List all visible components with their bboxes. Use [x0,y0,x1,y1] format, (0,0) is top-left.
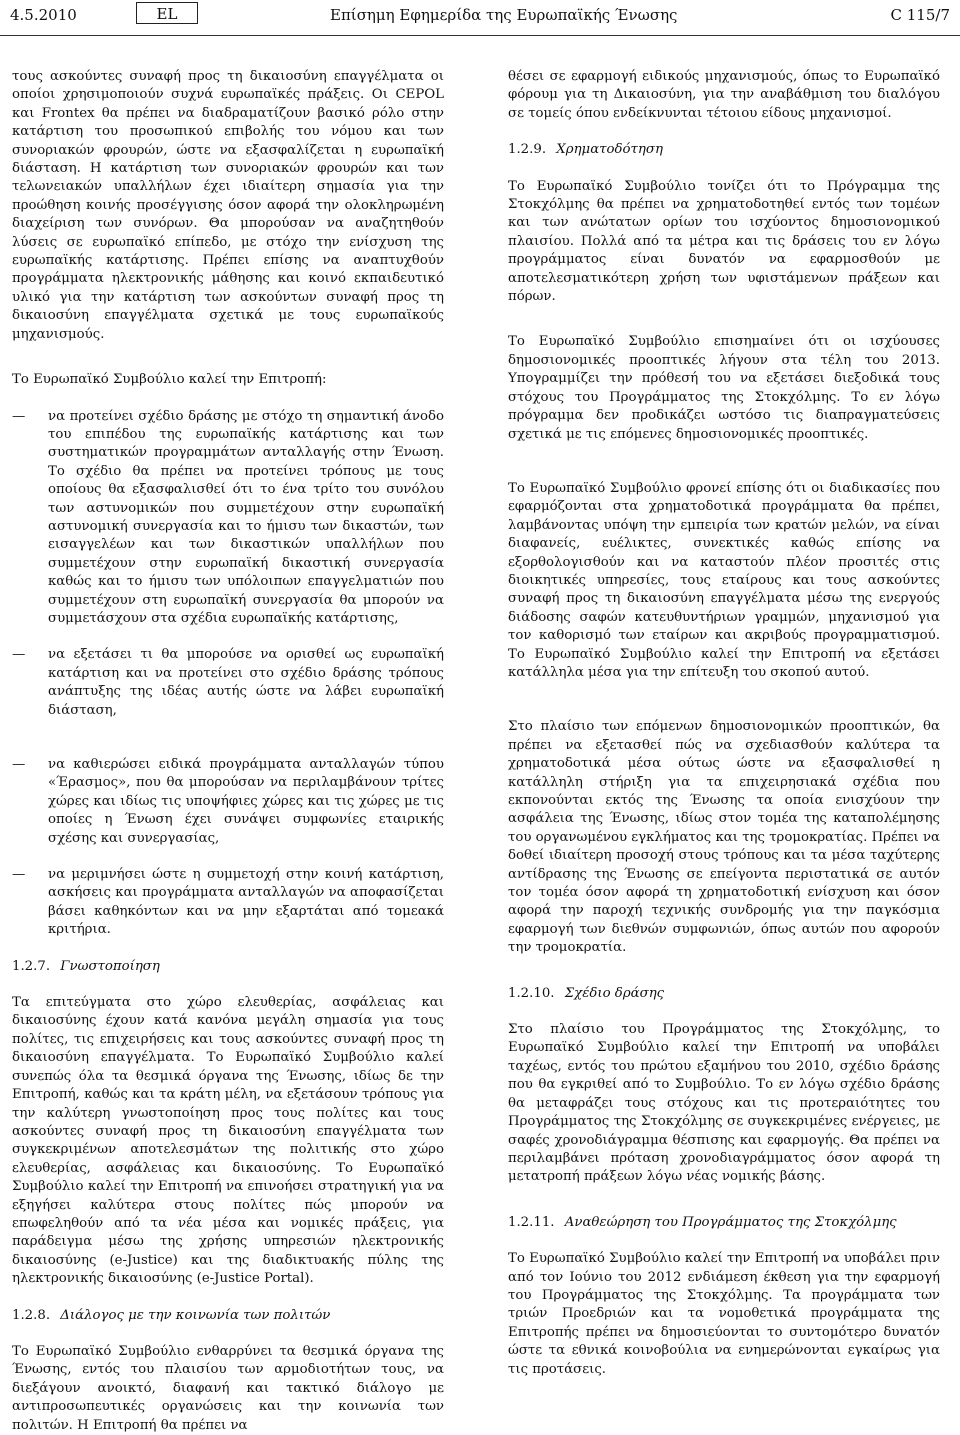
dash-marker: — [12,647,26,663]
section-heading [508,141,940,159]
paragraph: Στο πλαίσιο των επόμενων δημοσιονομικών προοπτικών, θα πρέπει να εξετασθεί πώς να σχεδιασθούν καλύτερα τα χρηματοδοτικά μέσα ούτως ώστε να εξασφαλισθεί η κατάλληλη στήριξη για τα επιχειρησιακά σχέδια που εκπονούνται εκτός της Ένωσης τα οποία ενισχύουν την ασφάλεια της Ένωσης, ιδίως στον τομέα της καταπολέμησης του οργανωμένου εγκλήματος και της τρομοκρατίας. Πρέπει να δοθεί ιδιαίτερη προσοχή στους τρόπους και τα μέσα ταχύτερης αντίδρασης της Ένωσης σε επείγοντα περιστατικά σε αυτόν τον τομέα όσον αφορά τη χρηματοδοτική ενίσχυση και όσον αφορά την παροχή τεχνικής συνδρομής για την παγκόσμια εφαρμογή των διεθνών συμφωνιών, όπως αυτών που αφορούν την τρομοκρατία. [508,719,941,956]
paragraph: Το Ευρωπαϊκό Συμβούλιο καλεί την Επιτροπή: [12,372,327,388]
paragraph: Το Ευρωπαϊκό Συμβούλιο καλεί την Επιτροπή να υποβάλει πριν από τον Ιούνιο του 2012 ενδιάμεση έκθεση για την εφαρμογή του Προγράμματος της Στοκχόλμης. Τα προγράμματα των τριών Προεδριών και τα νομοθετικά προγράμματα της Επιτροπής πρέπει να δημοσιεύονται το συντομότερο δυνατόν ώστε τα εθνικά κοινοβούλια να ενημερώνονται εγκαίρως για τις προτάσεις. [508,1251,940,1377]
issue-date: 4.5.2010 [10,6,77,24]
section-title: Γνωστοποίηση [60,958,160,974]
section-title: Διάλογος με την κοινωνία των πολιτών [60,1307,331,1323]
list-item-text: να εξετάσει τι θα μπορούσε να ορισθεί ως ευρωπαϊκή κατάρτιση και να προτείνει στο σχέδιο δράσης τρόπους ανάπτυξης της ιδέας αυτής ώστε να λάβει ευρωπαϊκή διάσταση, [48,647,444,718]
section-number: 1.2.11. [508,1214,555,1230]
section-number: 1.2.8. [12,1307,51,1323]
list-item-text: να προτείνει σχέδιο δράσης με στόχο τη σημαντική άνοδο του επιπέδου της ευρωπαϊκής κατάρτισης και των συστηματικών προγραμμάτων ανταλλαγής στην Ένωση. Το σχέδιο θα πρέπει να προτείνει τρόπους με τους οποίους θα εξασφαλισθεί ότι το ένα τρίτο του συνόλου των αστυνομικών που συμμετέχουν στην ευρωπαϊκή αστυνομική συνεργασία και το ήμισυ των δικαστών, των εισαγγελέων και των δικαστικών υπαλλήλων που συμμετέχουν στην ευρωπαϊκή δικαστική συνεργασία καθώς και το ήμισυ των υπόλοιπων επαγγελματιών που συμμετέχουν στη ευρωπαϊκή συνεργασία θα μπορούν να συμμετάσχουν στα σχέδια ευρωπαϊκής κατάρτισης, [48,408,444,626]
list-item [12,866,444,940]
language-box: EL [136,2,198,24]
section-number: 1.2.7. [12,958,51,974]
paragraph: Τα επιτεύγματα στο χώρο ελευθερίας, ασφάλειας και δικαιοσύνης έχουν κατά κανόνα μεγάλη σημασία για τους πολίτες, τις επιχειρήσεις και τους ασκούντες συναφή προς τη δικαιοσύνη επαγγέλματα. Το Ευρωπαϊκό Συμβούλιο καλεί συνεπώς όλα τα θεσμικά όργανα της Ένωσης, ιδίως δε την Επιτροπή, καθώς και τα κράτη μέλη, να εξετάσουν τρόπους για την καλύτερη γνωστοποίηση προς τους πολίτες και τους ασκούντες συναφή προς τη δικαιοσύνη επαγγέλματα των συγκεκριμένων αποτελεσμάτων της πολιτικής στο χώρο ελευθερίας, ασφάλειας και δικαιοσύνης. Το Ευρωπαϊκό Συμβούλιο καλεί την Επιτροπή να επινοήσει στρατηγική για να εξηγήσει καλύτερα στους πολίτες πώς μπορούν να επωφεληθούν από τα νέα μέσα και νομικές πράξεις, για παράδειγμα μέσω της χρήσης υπηρεσιών ηλεκτρονικής δικαιοσύνης (e-Justice) και της διαδικτυακής πύλης της ηλεκτρονικής δικαιοσύνης (e-Justice Portal). [12,995,444,1287]
section-number: 1.2.10. [508,985,555,1001]
list-item-text: να καθιερώσει ειδικά προγράμματα ανταλλαγών τύπου «Έρασμος», που θα μπορούσαν να περιλαμβάνουν τρίτες χώρες και ιδίως τις υποψήφιες χώρες και τις χώρες με τις οποίες η Ένωση έχει συνάψει συμφωνίες εταιρικής σχέσης και συνεργασίας, [48,757,444,846]
list-item-text: να μεριμνήσει ώστε η συμμετοχή στην κοινή κατάρτιση, ασκήσεις και προγράμματα ανταλλαγών να αποφασίζεται βάσει καθηκόντων και να μην εξαρτάται από τομεακά κριτήρια. [48,867,444,938]
journal-title: Επίσημη Εφημερίδα της Ευρωπαϊκής Ένωσης [330,6,678,24]
paragraph: Το Ευρωπαϊκό Συμβούλιο τονίζει ότι το Πρόγραμμα της Στοκχόλμης θα πρέπει να χρηματοδοτηθεί εντός των τομέων και των ανώτατων ορίων του ισχύοντος δημοσιονομικού πλαισίου. Πολλά από τα μέτρα και τις δράσεις του εν λόγω προγράμματος είναι δυνατόν να εφαρμοσθούν με αποτελεσματικότερη χρήση των υφιστάμενων πράξεων και πόρων. [508,178,940,305]
section-heading [12,958,444,976]
list-item [12,408,444,629]
paragraph: τους ασκούντες συναφή προς τη δικαιοσύνη επαγγέλματα οι οποίοι χρησιμοποιούν συχνά ευρωπαϊκές πράξεις. Οι CEPOL και Frontex θα πρέπει να διαδραματίζουν βασικό ρόλο στην κατάρτιση του προσωπικού επιβολής του νόμου και των συνοριακών φρουρών, ώστε να εξασφαλίζεται η ευρωπαϊκή διάσταση. Η κατάρτιση των συνοριακών φρουρών και των τελωνειακών υπαλλήλων έχει ιδιαίτερη σημασία για την προώθηση κοινής προσέγγισης όσον αφορά την ολοκληρωμένη διαχείριση των συνόρων. Θα μπορούσαν να αναζητηθούν λύσεις σε ευρωπαϊκό επίπεδο, με στόχο την ενίσχυση της ευρωπαϊκής κατάρτισης. Πρέπει επίσης να αναπτυχθούν προγράμματα ηλεκτρονικής μάθησης και κοινό εκπαιδευτικό υλικό για την κατάρτιση των ασκούντων συναφή προς τη δικαιοσύνη επαγγέλματα σχετικά με τους ευρωπαϊκούς μηχανισμούς. [12,69,444,342]
dash-marker: — [12,757,26,772]
left-column [12,68,444,1435]
list-item [12,646,444,720]
paragraph: Το Ευρωπαϊκό Συμβούλιο επισημαίνει ότι οι ισχύουσες δημοσιονομικές προοπτικές λήγουν στα τέλη του 2013. Υπογραμμίζει την πρόθεσή του να εξετάσει διεξοδικά τους στόχους του Προγράμματος της Στοκχόλμης. Το εν λόγω πρόγραμμα δεν προδικάζει ωστόσο τις διαπραγματεύσεις σχετικά με τις επόμενες δημοσιονομικές προοπτικές. [508,334,940,442]
right-column [508,68,940,1379]
section-title: Σχέδιο δράσης [564,985,665,1001]
paragraph: Το Ευρωπαϊκό Συμβούλιο ενθαρρύνει τα θεσμικά όργανα της Ένωσης, εντός του πλαισίου των αρμοδιοτήτων τους, να διεξάγουν ανοικτό, διαφανή και τακτικό διάλογο με αντιπροσωπευτικές οργανώσεις και την κοινωνία των πολιτών. Η Επιτροπή θα πρέπει να [12,1343,444,1433]
section-heading [12,1307,444,1325]
page-number: C 115/7 [890,6,950,24]
section-title: Αναθεώρηση του Προγράμματος της Στοκχόλμης [564,1214,897,1230]
section-heading [508,1214,940,1232]
paragraph: Στο πλαίσιο του Προγράμματος της Στοκχόλμης, το Ευρωπαϊκό Συμβούλιο καλεί την Επιτροπή να υποβάλει ταχέως, εντός του πρώτου εξαμήνου του 2010, σχέδιο δράσης που θα εγκριθεί από το Συμβούλιο. Το εν λόγω σχέδιο δράσης θα μεταφράζει τους στόχους και τις προτεραιότητες του Προγράμματος της Στοκχόλμης σε συγκεκριμένες ενέργειες, με σαφές χρονοδιάγραμμα θέσπισης και εφαρμογής. Θα πρέπει να περιλαμβάνει πρόταση χρονοδιαγράμματος όσον αφορά τη μετατροπή πράξεων λόγω νέας νομικής βάσης. [508,1022,940,1185]
list-item [12,756,444,848]
dash-marker: — [12,408,26,424]
page-header [0,0,960,38]
section-number: 1.2.9. [508,142,547,158]
section-title: Χρηματοδότηση [556,142,663,158]
paragraph: θέσει σε εφαρμογή ειδικούς μηχανισμούς, όπως το Ευρωπαϊκό φόρουμ για τη Δικαιοσύνη, για την αναβάθμιση του διαλόγου σε τομείς όπου ενδείκνυνται τέτοιου είδους μηχανισμοί. [508,69,940,121]
header-rule [0,35,960,36]
paragraph: Το Ευρωπαϊκό Συμβούλιο φρονεί επίσης ότι οι διαδικασίες που εφαρμόζονται στα χρηματοδοτικά προγράμματα θα πρέπει, λαμβάνοντας υπόψη την εμπειρία των κρατών μελών, να είναι διαφανείς, ευέλικτες, συνεκτικές καθώς επίσης να εξορθολογισθούν και να καταστούν πλέον προσιτές στις διοικητικές υπηρεσίες, τους εταίρους και τους ασκούντες συναφή προς τη δικαιοσύνη επαγγέλματα μέσω της ενεργούς διάδοσης σαφών κατευθυντήριων γραμμών, μηχανισμού για τον καθορισμό των εταίρων και ακριβούς προγραμματισμού. Το Ευρωπαϊκό Συμβούλιο καλεί την Επιτροπή να εξετάσει κατάλληλα μέσα για την επίτευξη του σκοπού αυτού. [508,480,940,680]
section-heading [508,985,940,1003]
dash-marker: — [12,867,26,883]
